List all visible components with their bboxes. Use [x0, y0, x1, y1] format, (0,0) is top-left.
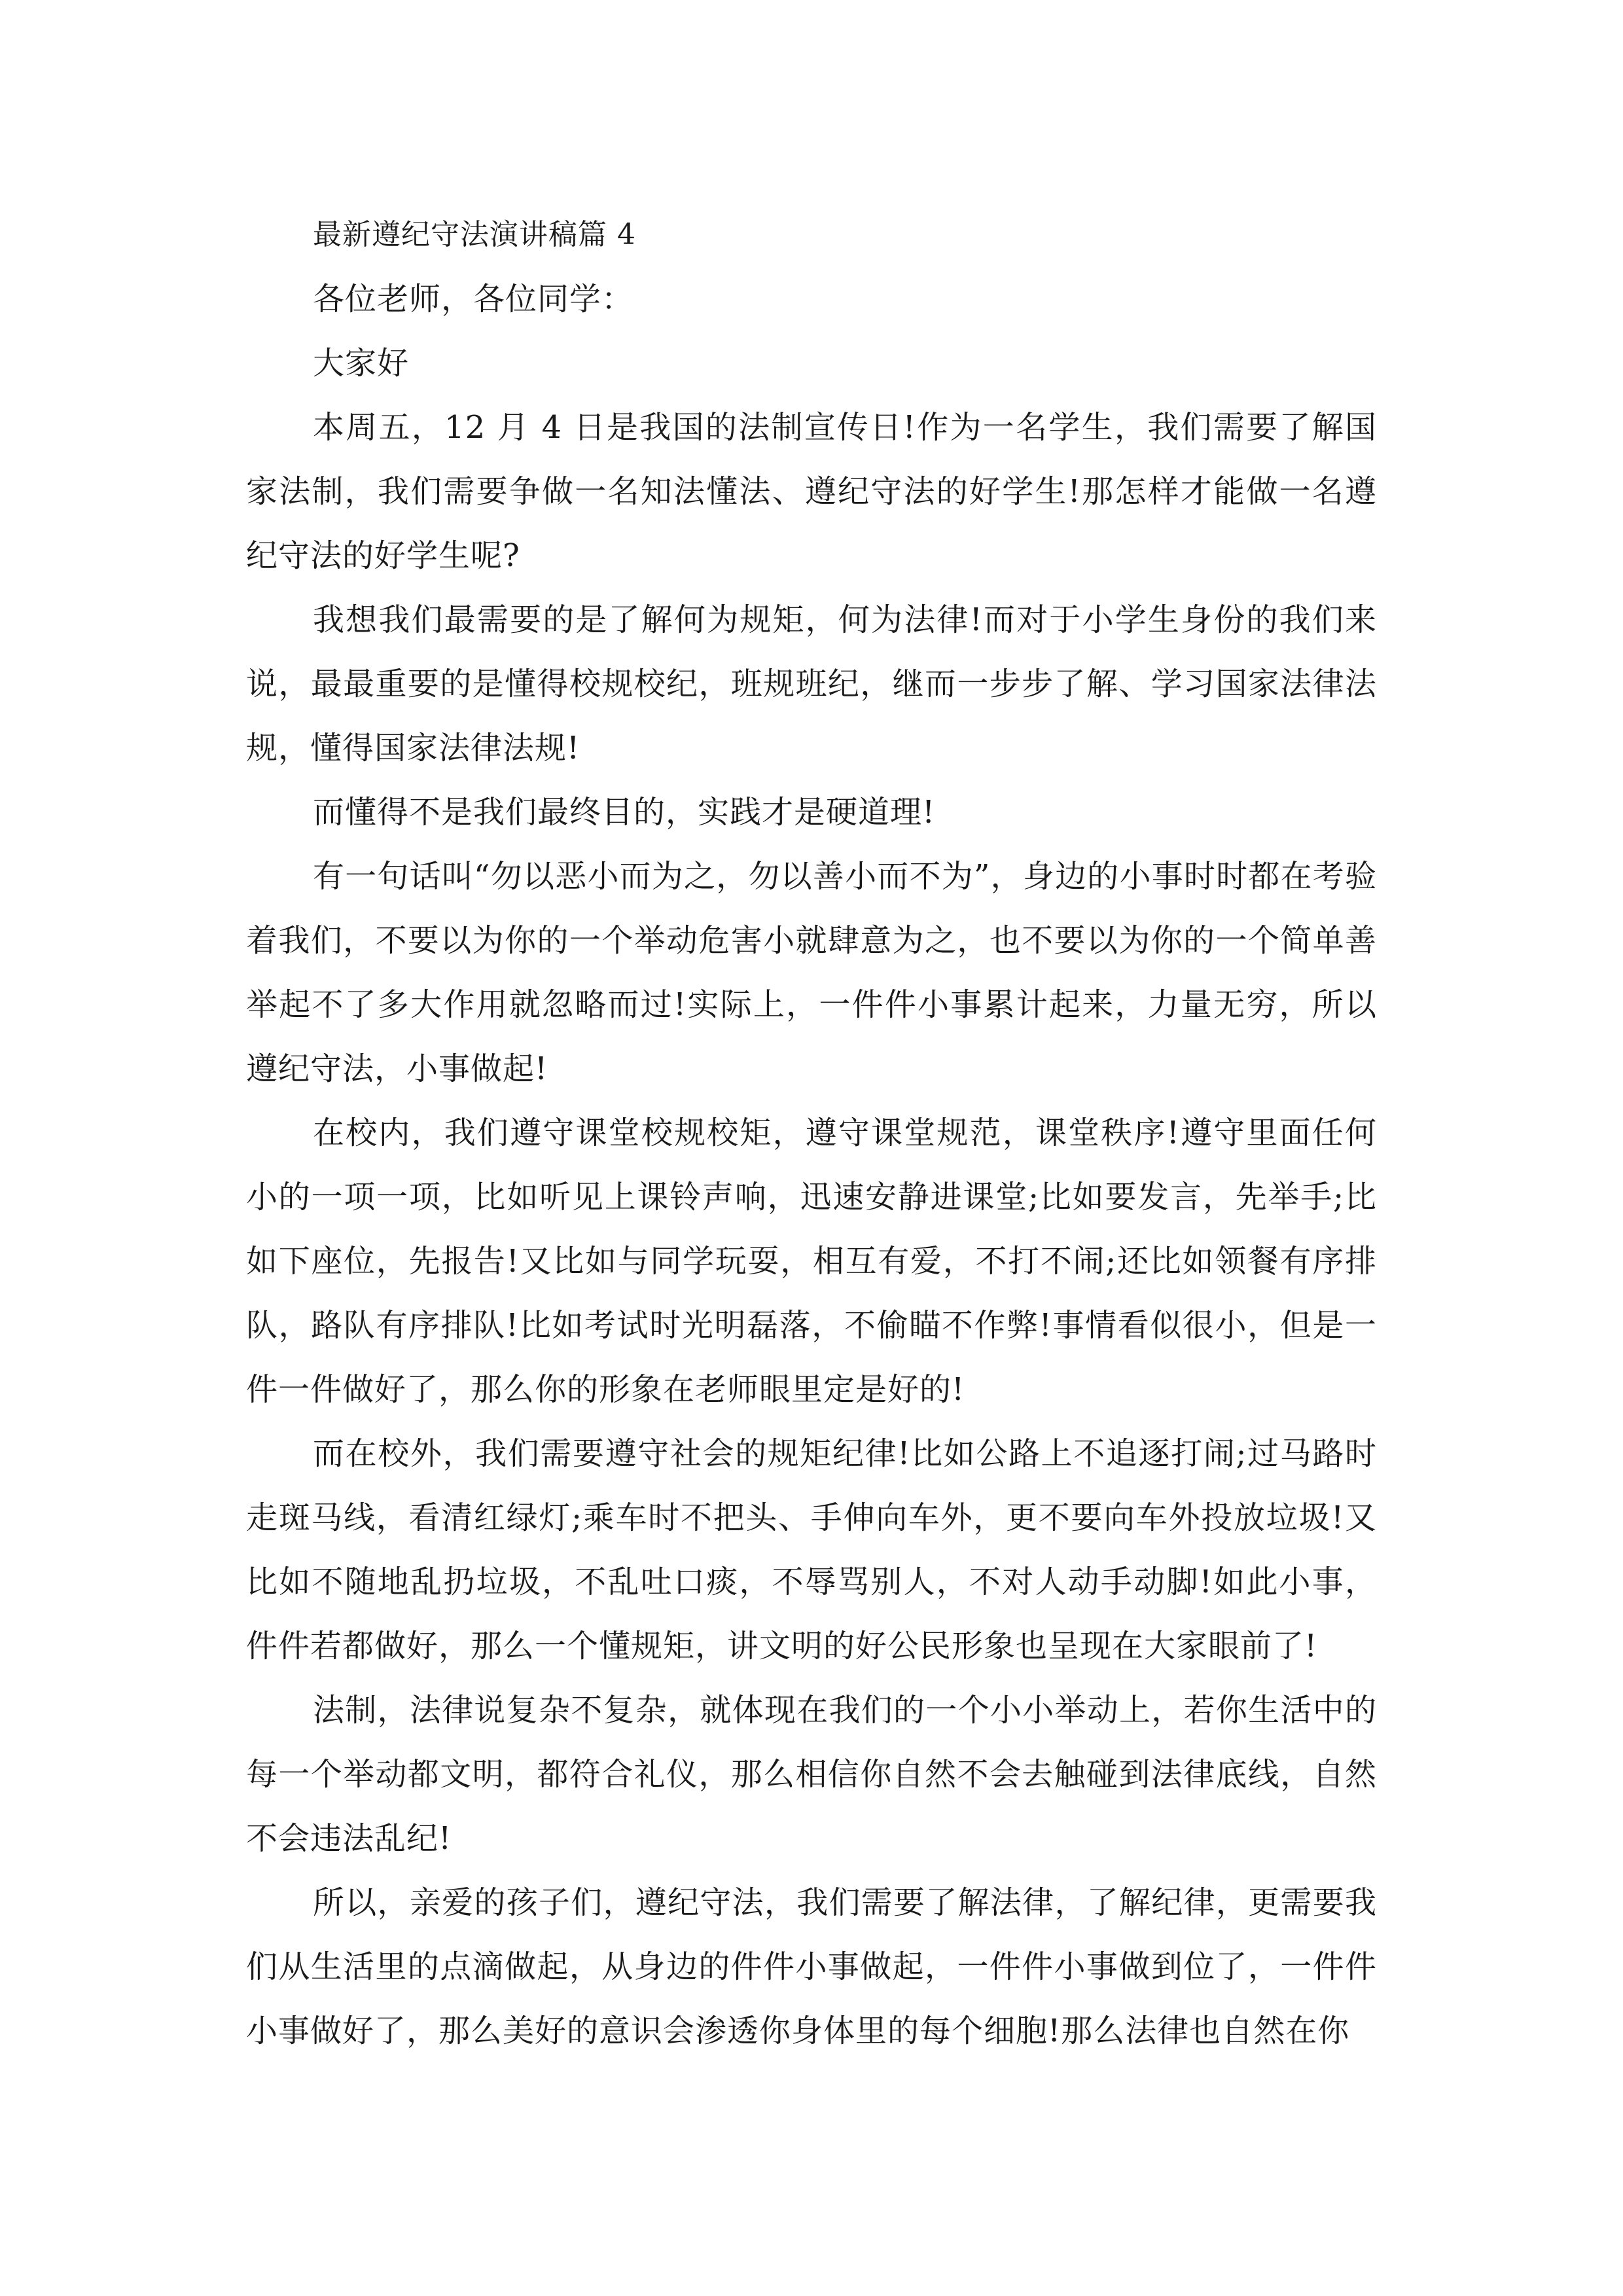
document-body [246, 203, 1377, 2063]
paragraph-8: 所以，亲爱的孩子们，遵纪守法，我们需要了解法律，了解纪律，更需要我们从生活里的点滴做起，从身边的件件小事做起，一件件小事做到位了，一件件小事做好了，那么美好的意识会渗透你身体里的每个细胞!那么法律也自然在你 [246, 1884, 1377, 2049]
document-title: 最新遵纪守法演讲稿篇 4 [313, 218, 636, 251]
paragraph-6: 而在校外，我们需要遵守社会的规矩纪律!比如公路上不追逐打闹;过马路时走斑马线，看清红绿灯;乘车时不把头、手伸向车外，更不要向车外投放垃圾!又比如不随地乱扔垃圾，不乱吐口痰，不辱骂别人，不对人动手动脚!如此小事，件件若都做好，那么一个懂规矩，讲文明的好公民形象也呈现在大家眼前了! [246, 1435, 1377, 1664]
paragraph-3: 而懂得不是我们最终目的，实践才是硬道理! [313, 794, 936, 831]
salutation: 大家好 [313, 345, 410, 382]
paragraph-4: 有一句话叫“勿以恶小而为之，勿以善小而不为”，身边的小事时时都在考验着我们，不要以为你的一个举动危害小就肆意为之，也不要以为你的一个简单善举起不了多大作用就忽略而过!实际上，一件件小事累计起来，力量无穷，所以遵纪守法，小事做起! [246, 858, 1377, 1087]
paragraph-5: 在校内，我们遵守课堂校规校矩，遵守课堂规范，课堂秩序!遵守里面任何小的一项一项，比如听见上课铃声响，迅速安静进课堂;比如要发言，先举手;比如下座位，先报告!又比如与同学玩耍，相互有爱，不打不闹;还比如领餐有序排队，路队有序排队!比如考试时光明磊落，不偷瞄不作弊!事情看似很小，但是一件一件做好了，那么你的形象在老师眼里定是好的! [246, 1115, 1377, 1408]
paragraph-1: 本周五，12 月 4 日是我国的法制宣传日!作为一名学生，我们需要了解国家法制，我们需要争做一名知法懂法、遵纪守法的好学生!那怎样才能做一名遵纪守法的好学生呢? [246, 409, 1377, 574]
paragraph-7: 法制，法律说复杂不复杂，就体现在我们的一个小小举动上，若你生活中的每一个举动都文明，都符合礼仪，那么相信你自然不会去触碰到法律底线，自然不会违法乱纪! [246, 1692, 1377, 1857]
greeting: 各位老师，各位同学： [313, 281, 634, 317]
paragraph-2: 我想我们最需要的是了解何为规矩，何为法律!而对于小学生身份的我们来说，最最重要的是懂得校规校纪，班规班纪，继而一步步了解、学习国家法律法规，懂得国家法律法规! [246, 601, 1377, 766]
